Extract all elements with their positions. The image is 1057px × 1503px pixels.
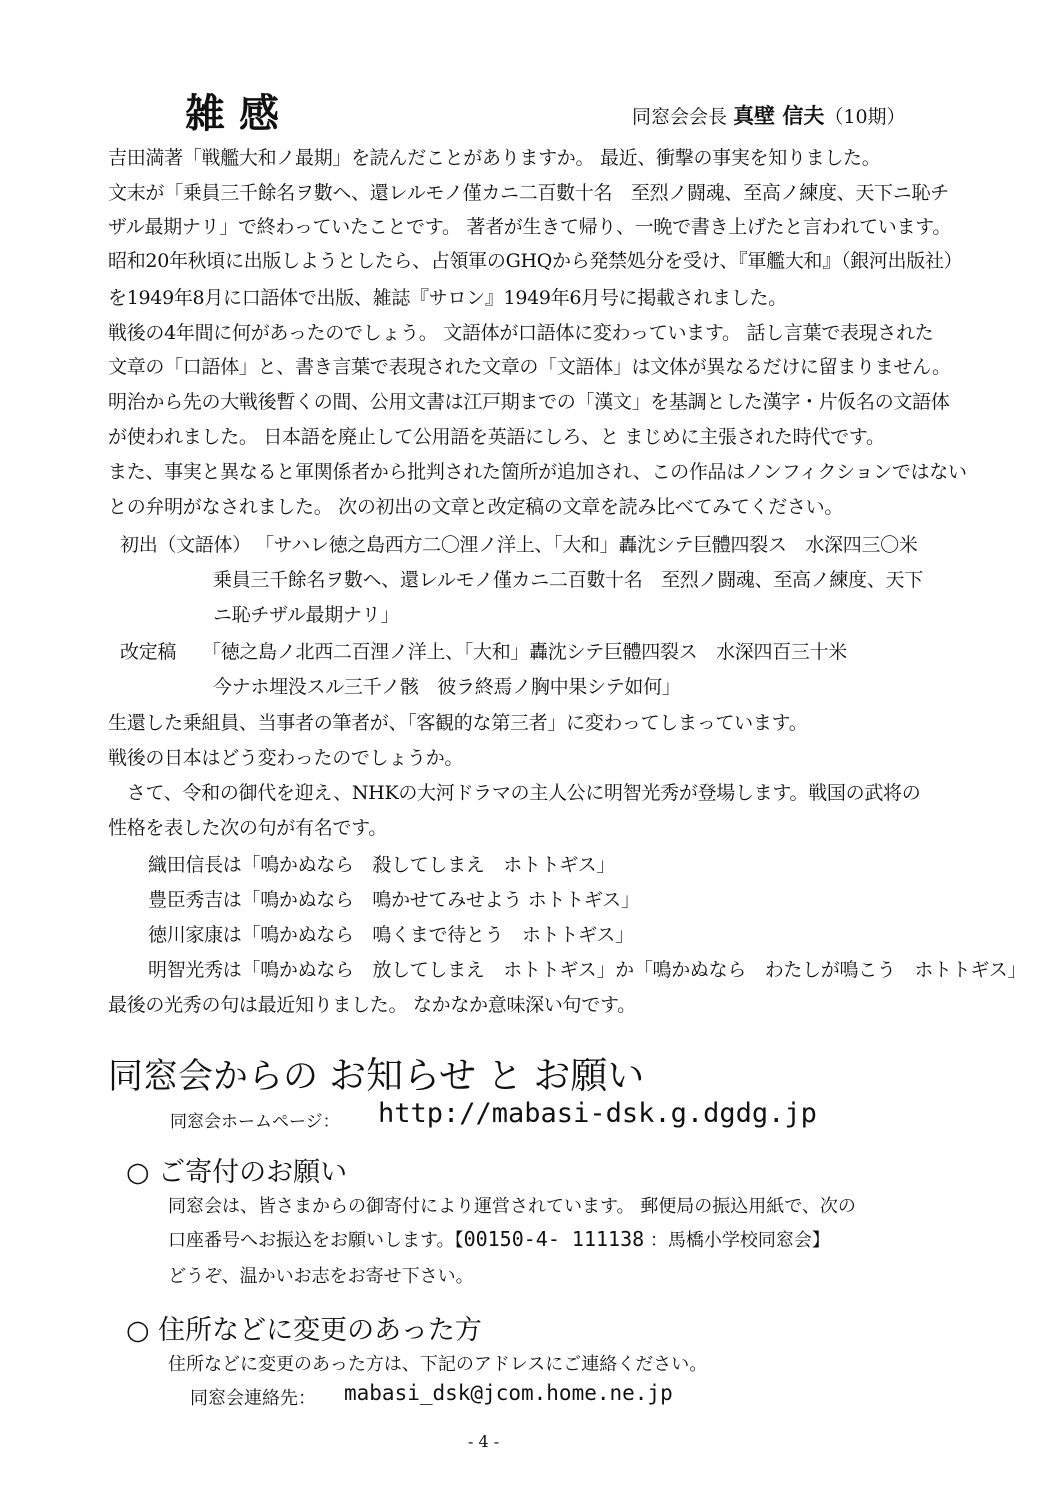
- contact-email[interactable]: mabasi_dsk@jcom.home.ne.jp: [344, 1381, 673, 1405]
- donation-text: どうぞ、温かいお志をお寄せ下さい。: [168, 1266, 474, 1287]
- author-term: （10期）: [824, 106, 906, 128]
- revised-label: 改定稿: [120, 641, 177, 663]
- donation-text: 口座番号へお振込をお願いします。【00150-4- 111138 ：馬橋小学校同窓会】: [168, 1227, 830, 1251]
- article-line: が使われました。 日本語を廃止して公用語を英語にしろ、と まじめに主張された時代です。: [108, 426, 885, 448]
- article-line: 文末が「乗員三千餘名ヲ數ヘ、還レルモノ僅カニ二百數十名 至烈ノ闘魂、至高ノ練度、天下ニ恥チ: [108, 182, 949, 204]
- article-line: 明治から先の大戦後暫くの間、公用文書は江戸期までの「漢文」を基調とした漢字・片仮名の文語体: [108, 391, 950, 413]
- article-line: との弁明がなされました。 次の初出の文章と改定稿の文章を読み比べてみてください。: [108, 496, 844, 518]
- article-author: [632, 100, 906, 130]
- article-title: 雑感: [185, 90, 293, 137]
- address-heading: ○ 住所などに変更のあった方: [126, 1315, 482, 1346]
- article-line: 昭和20年秋頃に出版しようとしたら、占領軍のGHQから発禁処分を受け、『軍艦大和』（銀河出版社）: [108, 250, 963, 272]
- haiku-line: 明智光秀は「鳴かぬなら 放してしまえ ホトトギス」か「鳴かぬなら わたしが鳴こう ホトトギス」: [148, 959, 1027, 981]
- bullet-icon: ○: [126, 1157, 150, 1188]
- notice-heading: 同窓会からの お知らせ と お願い: [108, 1054, 645, 1097]
- first-edition-line: 乗員三千餘名ヲ數ヘ、還レルモノ僅カニ二百數十名 至烈ノ闘魂、至高ノ練度、天下: [213, 569, 923, 591]
- donation-heading: ○ ご寄付のお願い: [126, 1157, 348, 1188]
- address-text: 住所などに変更のあった方は、下記のアドレスにご連絡ください。: [168, 1354, 708, 1375]
- contact-label: 同窓会連絡先：: [190, 1388, 316, 1409]
- homepage-label: 同窓会ホームページ：: [170, 1112, 340, 1132]
- article-line: また、事実と異なると軍関係者から批判された箇所が追加され、この作品はノンフィクションではない: [108, 461, 967, 483]
- haiku-line: 豊臣秀吉は「鳴かぬなら 鳴かせてみせよう ホトトギス」: [148, 889, 640, 911]
- article-line: を1949年8月に口語体で出版、雑誌『サロン』1949年6月号に掲載されました。: [108, 287, 787, 309]
- article-line: 生還した乗組員、当事者の筆者が、「客観的な第三者」に変わってしまっています。: [108, 712, 808, 734]
- article-line: 戦後の日本はどう変わったのでしょうか。: [108, 747, 464, 769]
- article-line: 吉田満著「戦艦大和ノ最期」を読んだことがありますか。 最近、衝撃の事実を知りました。: [108, 147, 881, 169]
- article-line: 戦後の4年間に何があったのでしょう。 文語体が口語体に変わっています。 話し言葉で表現された: [108, 322, 934, 344]
- bullet-icon: ○: [126, 1315, 150, 1346]
- first-edition-line: 「サハレ徳之島西方二〇浬ノ洋上、「大和」轟沈シテ巨體四裂ス 水深四三〇米: [255, 534, 918, 556]
- revised-line: 「徳之島ノ北西二百浬ノ洋上、「大和」轟沈シテ巨體四裂ス 水深四百三十米: [202, 641, 848, 663]
- page-number: - 4 -: [468, 1432, 500, 1451]
- homepage-link[interactable]: http://mabasi-dsk.g.dgdg.jp: [378, 1098, 817, 1129]
- account-number: 00150-4- 111138: [463, 1227, 645, 1251]
- article-line: ザル最期ナリ」で終わっていたことです。 著者が生きて帰り、一晩で書き上げたと言われています。: [108, 216, 952, 238]
- first-edition-label: 初出（文語体）: [120, 534, 251, 556]
- donation-text: 同窓会は、皆さまからの御寄付により運営されています。 郵便局の振込用紙で、次の: [168, 1196, 856, 1217]
- author-name: 真壁 信夫: [733, 103, 825, 128]
- first-edition-line: ニ恥チザル最期ナリ」: [213, 604, 400, 626]
- haiku-line: 徳川家康は「鳴かぬなら 鳴くまで待とう ホトトギス」: [148, 924, 634, 946]
- author-role: 同窓会会長: [632, 106, 728, 128]
- article-line: さて、令和の御代を迎え、NHKの大河ドラマの主人公に明智光秀が登場します。戦国の武将の: [108, 782, 921, 804]
- haiku-line: 織田信長は「鳴かぬなら 殺してしまえ ホトトギス」: [148, 854, 616, 876]
- article-line: 性格を表した次の句が有名です。: [108, 817, 387, 839]
- article-line: 文章の「口語体」と、書き言葉で表現された文章の「文語体」は文体が異なるだけに留まりません。: [108, 356, 951, 378]
- article-closing: 最後の光秀の句は最近知りました。 なかなか意味深い句です。: [108, 994, 636, 1016]
- revised-line: 今ナホ埋没スル三千ノ骸 彼ラ終焉ノ胸中果シテ如何」: [213, 676, 681, 698]
